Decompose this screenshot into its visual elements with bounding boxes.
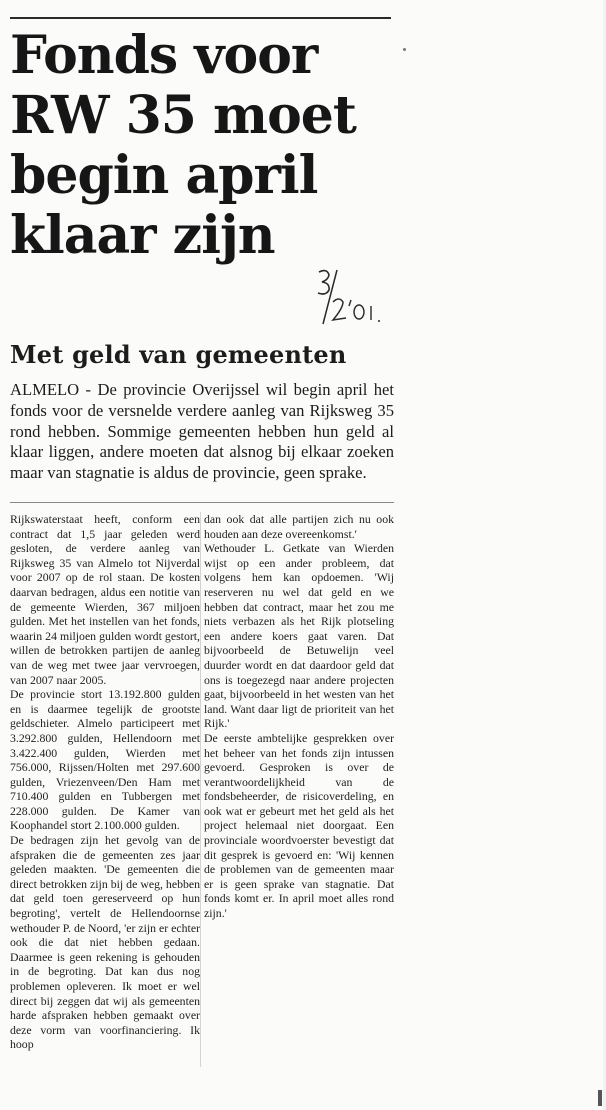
body-paragraph: De eerste ambtelijke gesprekken over het beheer van het fonds zijn intussen gevoerd. Gesproken is over de verantwoordelijkheid van de fondsbeheerder, de risicoverdeling, en ook wat er gebeurt met het geld als het project helemaal niet doorgaat. Een provinciale woordvoerster bevestigt dat dit gesprek is gevoerd en: 'Wij kennen de problemen van de gemeenten maar er is geen sprake van stagnatie. Dat fonds komt er. In april moet alles rond zijn.': [204, 730, 394, 921]
scan-mark: [598, 1090, 602, 1106]
headline-line: klaar zijn: [10, 205, 275, 266]
lead-divider: [10, 502, 394, 503]
left-column: [10, 512, 200, 1052]
body-paragraph: De provincie stort 13.192.800 gulden en is daarmee tegelijk de grootste geldschieter. Almelo participeert met 3.292.800 gulden, Hellendoorn met 3.422.400 gulden, Wierden met 756.000, Rijssen/Holten met 297.600 gulden, Vriezenveen/Den Ham met 710.400 gulden en Tubbergen met 228.000 gulden. De Kamer van Koophandel stort 2.100.000 gulden.: [10, 687, 200, 833]
headline-line: RW 35 moet: [10, 85, 356, 146]
body-paragraph: Rijkswaterstaat heeft, conform een contract dat 1,5 jaar geleden werd gesloten, de verdere aanleg van Rijksweg 35 van Almelo tot Nijverdal voor 2007 op de rol staan. De kosten daarvan bedragen, aldus een notitie van de gemeente Wierden, 367 miljoen gulden. Met het instellen van het fonds, waarin 24 miljoen gulden wordt gestort, willen de betrokken partijen de aanleg van de weg met twee jaar vervroegen, van 2007 naar 2005.: [10, 512, 200, 687]
body-paragraph: Wethouder L. Getkate van Wierden wijst op een ander probleem, dat volgens hem kan opdoemen. 'Wij reserveren nu wel dat geld en we hebben dat contract, maar het zou me niets verbazen als het Rijk plotseling een andere koers gaat varen. Dat bijvoorbeeld de Betuwelijn veel duurder wordt en dat daardoor geld dat ons is toegezegd naar andere projecten gaat, bijvoorbeeld in het westen van het land. Want daar ligt de prioriteit van het Rijk.': [204, 541, 394, 731]
subheadline: Met geld van gemeenten: [10, 340, 347, 369]
top-rule: [10, 17, 391, 19]
body-paragraph: dan ook dat alle partijen zich nu ook houden aan deze overeenkomst.': [204, 512, 394, 541]
handwritten-date: [313, 266, 393, 330]
headline-line: begin april: [10, 145, 318, 206]
right-column: [204, 512, 394, 921]
headline-line: Fonds voor: [10, 25, 318, 86]
headline: [10, 26, 405, 266]
body-paragraph: De bedragen zijn het gevolg van de afspraken die de gemeenten zes jaar geleden maakten. 'De gemeenten die direct betrokken zijn bij de weg, hebben dat geld toen gereserveerd op hun begroting', vertelt de Hellendoornse wethouder P. de Noord, 'er zijn er echter ook die dat niet hebben gedaan. Daarmee is geen rekening is gehouden in de begroting. Dat kan dus nog problemen opleveren. Ik moet er wel direct bij zeggen dat wij als gemeenten harde afspraken hebben gemaakt over deze vorm van voorfinanciering. Ik hoop: [10, 833, 200, 1052]
lead-paragraph: ALMELO - De provincie Overijssel wil begin april het fonds voor de versnelde verdere aanleg van Rijksweg 35 rond hebben. Sommige gemeenten hebben hun geld al klaar liggen, andere moeten dat alsnog bij elkaar zoeken maar van stagnatie is aldus de provincie, geen sprake.: [10, 380, 394, 483]
column-divider: [200, 512, 201, 1067]
handwritten-date-ink: [313, 266, 393, 330]
